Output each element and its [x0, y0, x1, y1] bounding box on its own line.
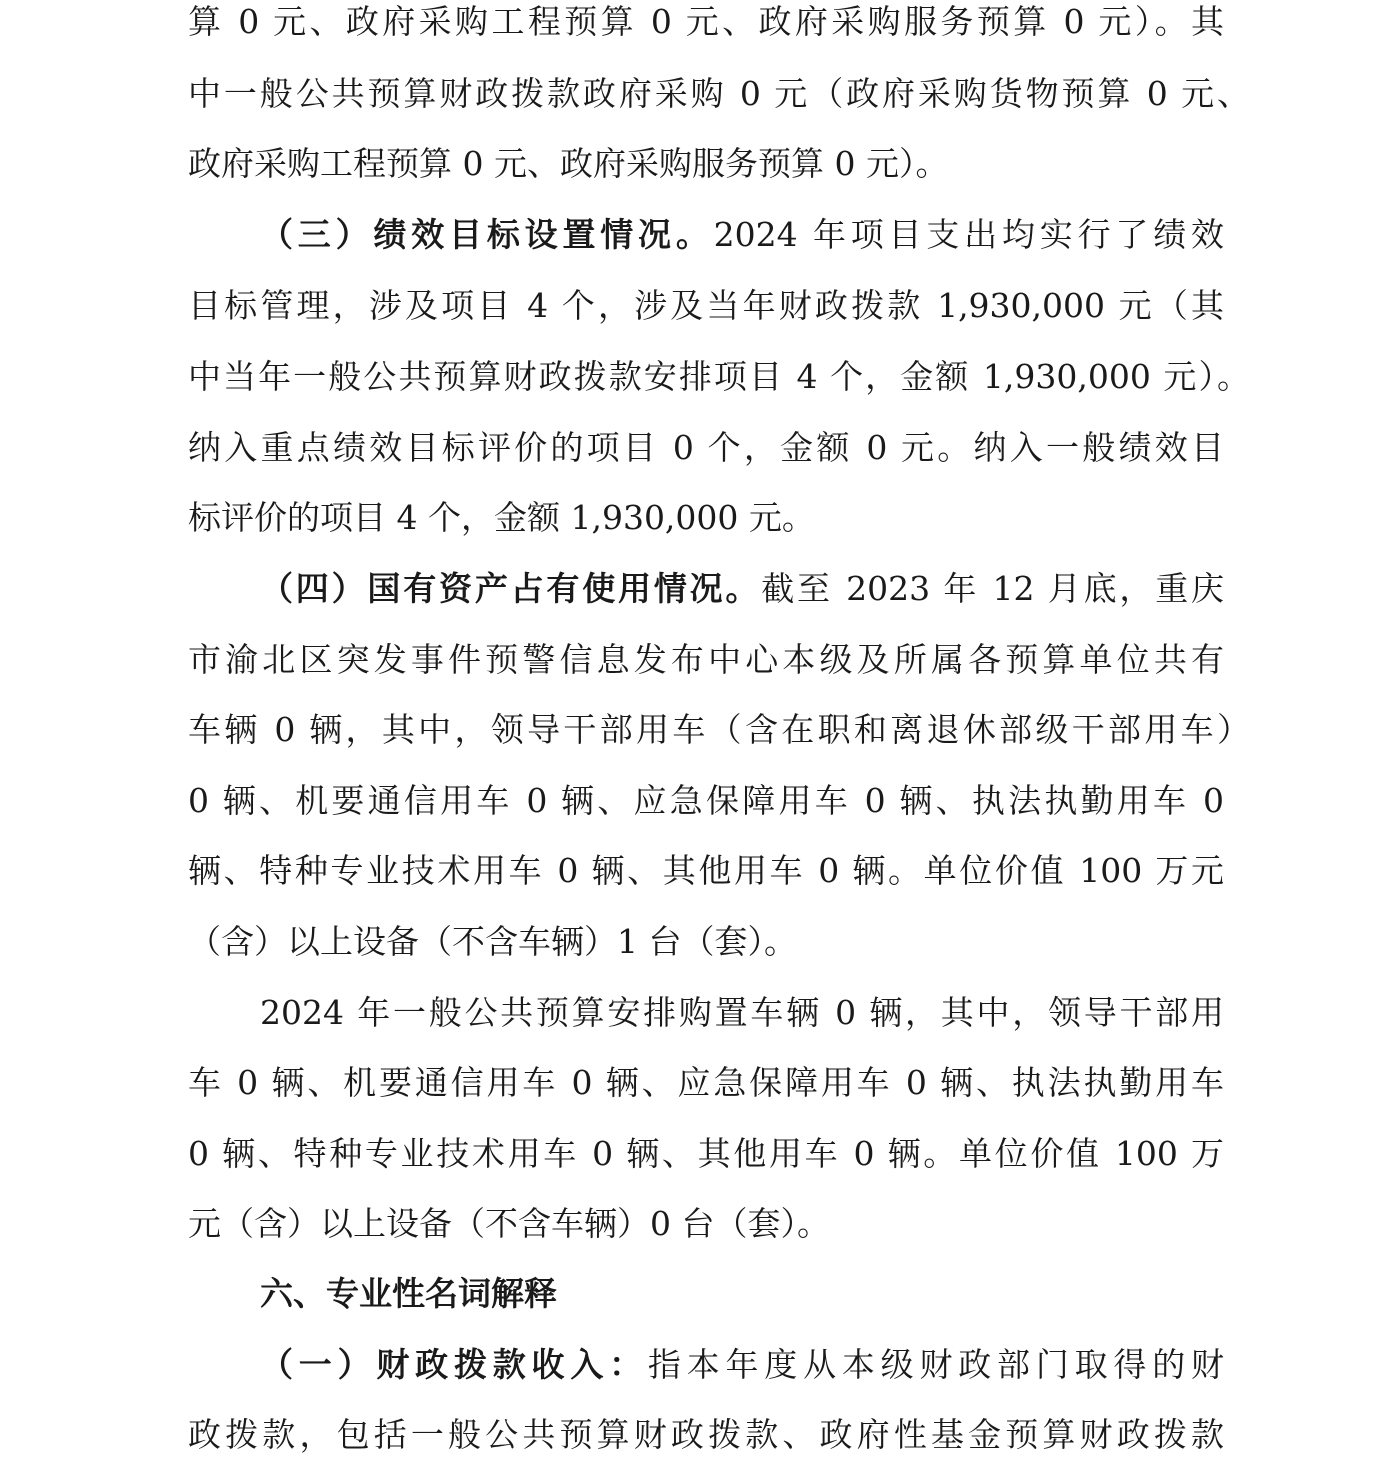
text-line	[188, 841, 1224, 901]
text-segment: 政拨款，包括一般公共预算财政拨款、政府性基金预算财政拨款	[188, 1415, 1224, 1454]
text-segment: 标评价的项目 4 个，金额 1,930,000 元。	[188, 498, 815, 537]
text-line	[260, 983, 1224, 1043]
text-line	[188, 700, 1250, 760]
text-segment: 中当年一般公共预算财政拨款安排项目 4 个，金额 1,930,000 元）。	[188, 357, 1250, 396]
text-line	[188, 276, 1224, 336]
text-line	[188, 771, 1224, 831]
text-line	[188, 630, 1224, 690]
text-line	[188, 1405, 1224, 1465]
text-segment: 2024 年项目支出均实行了绩效	[713, 215, 1224, 254]
text-line	[188, 347, 1250, 407]
text-segment: 0 辆、特种专业技术用车 0 辆、其他用车 0 辆。单位价值 100 万	[188, 1134, 1224, 1173]
text-segment: 截至 2023 年 12 月底，重庆	[761, 569, 1225, 608]
text-segment: 0 辆、机要通信用车 0 辆、应急保障用车 0 辆、执法执勤用车 0	[188, 781, 1224, 820]
text-segment: 车辆 0 辆，其中，领导干部用车（含在职和离退休部级干部用车）	[188, 710, 1250, 749]
chapter-heading: 六、专业性名词解释	[260, 1274, 557, 1313]
text-segment: 目标管理，涉及项目 4 个，涉及当年财政拨款 1,930,000 元（其	[188, 286, 1224, 325]
text-segment: 2024 年一般公共预算安排购置车辆 0 辆，其中，领导干部用	[260, 993, 1224, 1032]
text-segment: 市渝北区突发事件预警信息发布中心本级及所属各预算单位共有	[188, 640, 1224, 679]
text-segment: 辆、特种专业技术用车 0 辆、其他用车 0 辆。单位价值 100 万元	[188, 851, 1224, 890]
text-segment: 中一般公共预算财政拨款政府采购 0 元（政府采购货物预算 0 元、	[188, 74, 1250, 113]
text-segment: 政府采购工程预算 0 元、政府采购服务预算 0 元）。	[188, 144, 949, 183]
text-line	[260, 559, 1224, 619]
text-segment: 车 0 辆、机要通信用车 0 辆、应急保障用车 0 辆、执法执勤用车	[188, 1063, 1224, 1102]
text-line	[188, 488, 1224, 548]
text-segment: 算 0 元、政府采购工程预算 0 元、政府采购服务预算 0 元）。其	[188, 2, 1224, 41]
text-line	[188, 912, 1224, 972]
text-line	[188, 0, 1224, 52]
text-segment: 元（含）以上设备（不含车辆）0 台（套）。	[188, 1204, 830, 1243]
text-line	[188, 1194, 1224, 1254]
text-line	[260, 1335, 1224, 1395]
text-line	[260, 1264, 1224, 1324]
text-line	[188, 1053, 1224, 1113]
text-line	[188, 1124, 1224, 1184]
text-line	[188, 418, 1224, 478]
text-segment: （含）以上设备（不含车辆）1 台（套）。	[188, 922, 797, 961]
text-line	[188, 64, 1250, 124]
text-segment: 指本年度从本级财政部门取得的财	[647, 1345, 1225, 1384]
section-heading: （一）财政拨款收入：	[260, 1345, 648, 1384]
section-heading: （四）国有资产占有使用情况。	[260, 569, 762, 608]
text-segment: 纳入重点绩效目标评价的项目 0 个，金额 0 元。纳入一般绩效目	[188, 428, 1224, 467]
section-heading: （三）绩效目标设置情况。	[260, 215, 714, 254]
text-line	[260, 205, 1224, 265]
text-line	[188, 134, 1224, 194]
